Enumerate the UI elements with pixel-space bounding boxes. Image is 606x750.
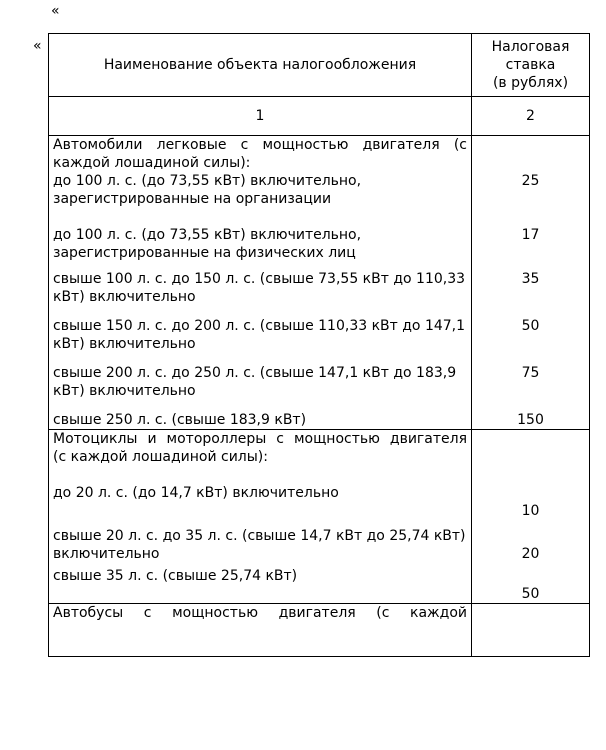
header-tax-rate: [472, 34, 590, 97]
cars-rates: [472, 136, 590, 430]
motorcycles-heading-sub: (с каждой лошадиной силы):: [53, 449, 268, 465]
rate-value: 25: [521, 173, 540, 189]
cars-section-row: [49, 136, 590, 430]
buses-descriptions: [49, 604, 472, 657]
header-object-name: Наименование объекта налогообложения: [49, 34, 472, 97]
rate-value: 75: [521, 365, 540, 381]
opening-quote-mark: «: [51, 3, 60, 19]
rate-value: 150: [517, 412, 544, 428]
list-item: свыше 150 л. с. до 200 л. с. (свыше 110,33 кВт до 147,1 кВт) включительно: [53, 318, 466, 352]
buses-rates: [472, 604, 590, 657]
rate-value: 35: [521, 271, 540, 287]
list-item: до 100 л. с. (до 73,55 кВт) включительно, зарегистрированные на организации: [53, 173, 362, 207]
table-header-row: [49, 34, 590, 97]
header-rate-line: (в рублях): [492, 75, 569, 91]
column-number-1: 1: [49, 97, 472, 136]
buses-section-row: [49, 604, 590, 657]
table-quote-mark: «: [33, 38, 42, 54]
list-item: до 20 л. с. (до 14,7 кВт) включительно: [53, 485, 339, 501]
list-item: свыше 250 л. с. (свыше 183,9 кВт): [53, 412, 307, 428]
rate-value: 17: [521, 227, 540, 243]
cars-heading: Автомобили легковые с мощностью двигателя (с каждой лошадиной силы):: [53, 137, 467, 171]
list-item: свыше 35 л. с. (свыше 25,74 кВт): [53, 568, 298, 584]
buses-heading: Автобусы с мощностью двигателя (с каждой: [53, 605, 467, 621]
header-rate-line: ставка: [505, 57, 556, 73]
motorcycles-heading: Мотоциклы и мотороллеры с мощностью двигателя: [53, 431, 467, 447]
rate-value: 10: [521, 503, 540, 519]
column-number-2: 2: [472, 97, 590, 136]
rate-value: 50: [521, 318, 540, 334]
cars-descriptions: [49, 136, 472, 430]
motorcycles-section-row: [49, 430, 590, 604]
list-item: до 100 л. с. (до 73,55 кВт) включительно, зарегистрированные на физических лиц: [53, 227, 362, 261]
column-number-row: [49, 97, 590, 136]
list-item: свыше 100 л. с. до 150 л. с. (свыше 73,55 кВт до 110,33 кВт) включительно: [53, 271, 466, 305]
header-rate-line: Налоговая: [491, 39, 570, 55]
tax-rate-table: [48, 33, 590, 657]
rate-value: 20: [521, 546, 540, 562]
rate-value: 50: [521, 586, 540, 602]
motorcycles-rates: [472, 430, 590, 604]
motorcycles-descriptions: [49, 430, 472, 604]
list-item: свыше 200 л. с. до 250 л. с. (свыше 147,1 кВт до 183,9 кВт) включительно: [53, 365, 457, 399]
list-item: свыше 20 л. с. до 35 л. с. (свыше 14,7 кВт до 25,74 кВт) включительно: [53, 528, 466, 562]
